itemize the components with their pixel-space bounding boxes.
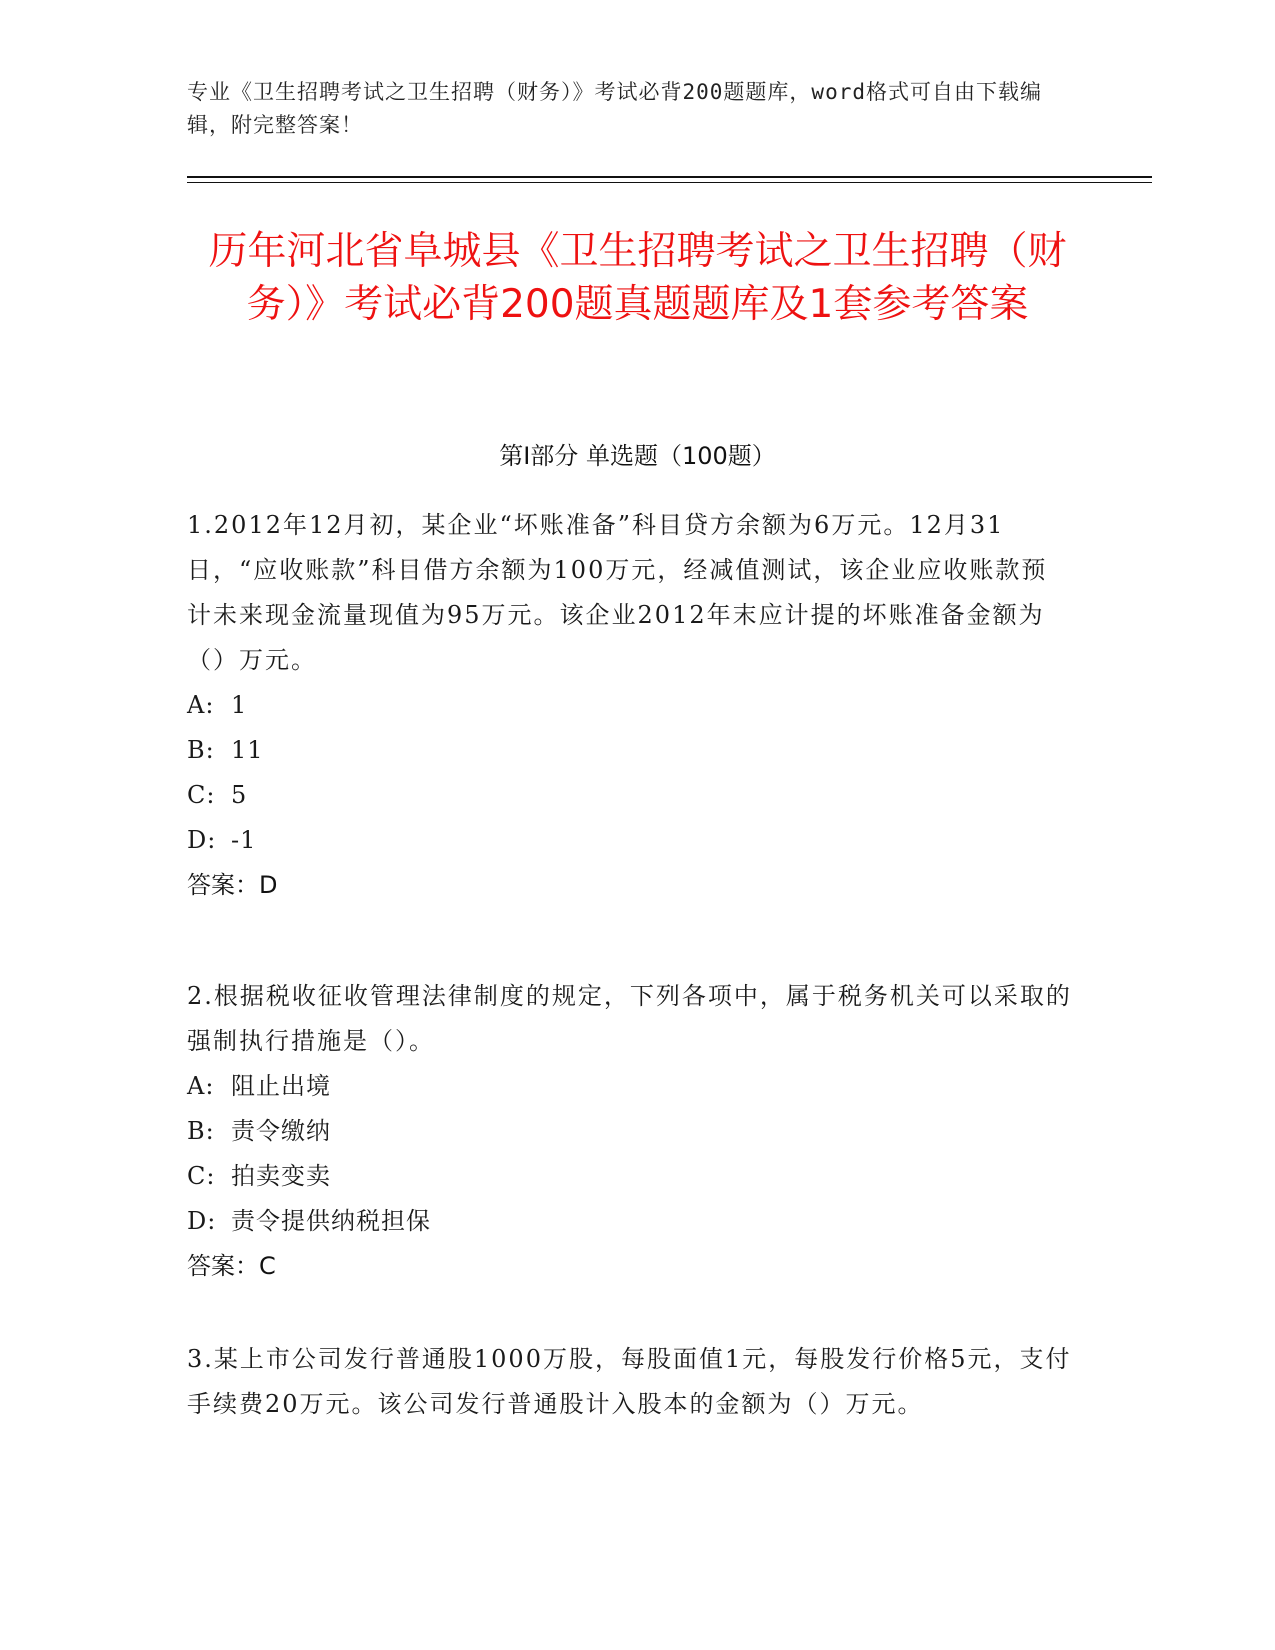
question-1 — [187, 503, 1072, 908]
option-c — [187, 773, 1072, 818]
option-text: 阻止出境 — [231, 1072, 331, 1100]
option-b — [187, 1109, 1072, 1154]
answer-line: 答案：C — [187, 1252, 276, 1280]
option-key: B: — [187, 736, 215, 764]
option-key: B: — [187, 1117, 215, 1145]
option-text: 5 — [231, 781, 248, 809]
question-3 — [187, 1337, 1072, 1427]
question-2 — [187, 974, 1072, 1289]
option-d — [187, 818, 1072, 863]
option-text: 拍卖变卖 — [231, 1162, 331, 1190]
question-stem: 1.2012年12月初，某企业“坏账准备”科目贷方余额为6万元。12月31日，“应收账款”科目借方余额为100万元，经减值测试，该企业应收账款预计未来现金流量现值为95万元。该企业2012年末应计提的坏账准备金额为（）万元。 — [187, 511, 1048, 674]
option-d — [187, 1199, 1072, 1244]
question-stem: 3.某上市公司发行普通股1000万股，每股面值1元，每股发行价格5元，支付手续费20万元。该公司发行普通股计入股本的金额为（）万元。 — [187, 1345, 1072, 1418]
option-key: C: — [187, 1162, 216, 1190]
option-text: 1 — [231, 691, 248, 719]
header-note: 专业《卫生招聘考试之卫生招聘（财务）》考试必背200题题库，word格式可自由下载编辑，附完整答案！ — [187, 80, 1042, 137]
option-key: A: — [187, 1072, 215, 1100]
option-a — [187, 1064, 1072, 1109]
header-divider-thick — [187, 176, 1152, 178]
option-text: -1 — [231, 826, 257, 854]
answer-line: 答案：D — [187, 871, 278, 899]
section-title: 第Ⅰ部分 单选题（100题） — [499, 442, 776, 470]
document-title: 历年河北省阜城县《卫生招聘考试之卫生招聘（财务）》考试必背200题真题题库及1套参考答案 — [208, 229, 1067, 327]
option-text: 11 — [231, 736, 264, 764]
header-divider-thin — [187, 182, 1152, 183]
option-b — [187, 728, 1072, 773]
option-text: 责令缴纳 — [231, 1117, 331, 1145]
option-key: A: — [187, 691, 215, 719]
option-c — [187, 1154, 1072, 1199]
question-stem: 2.根据税收征收管理法律制度的规定，下列各项中，属于税务机关可以采取的强制执行措施是（）。 — [187, 982, 1072, 1055]
option-key: C: — [187, 781, 216, 809]
option-key: D: — [187, 1207, 217, 1235]
option-key: D: — [187, 826, 217, 854]
option-a — [187, 683, 1072, 728]
option-text: 责令提供纳税担保 — [231, 1207, 431, 1235]
